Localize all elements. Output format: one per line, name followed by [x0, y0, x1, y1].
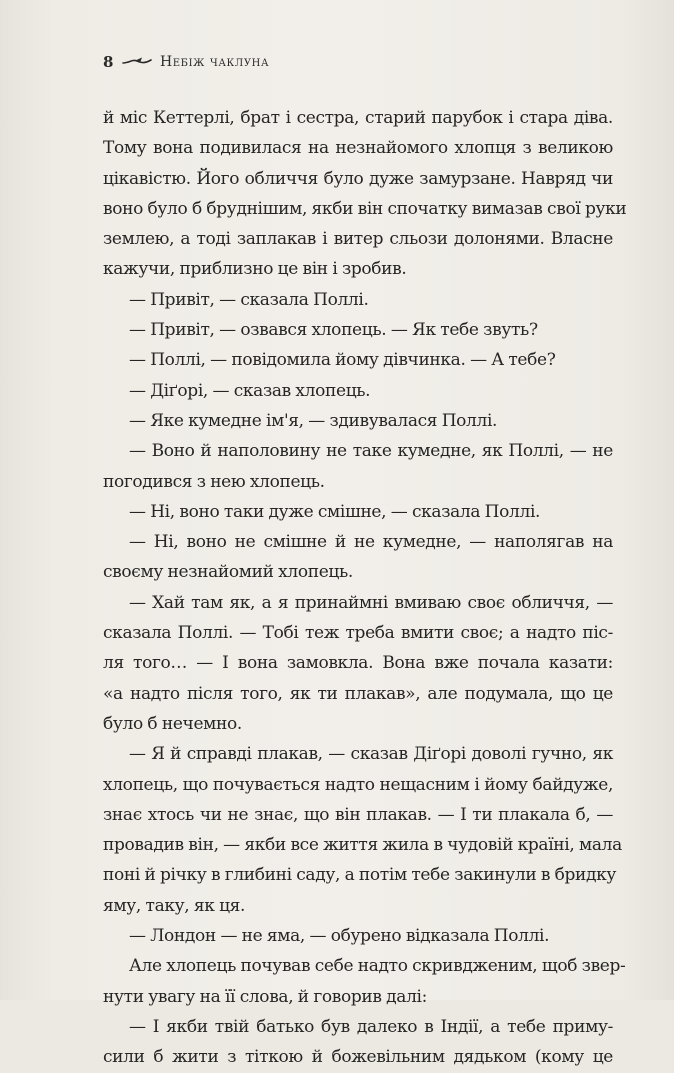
text-line: — Діґорі, — сказав хлопець.	[129, 380, 371, 401]
running-head	[103, 52, 269, 72]
text-line: своєму незнайомий хлопець.	[103, 562, 353, 583]
text-line: — Яке кумедне ім'я, — здивувалася Поллі.	[129, 410, 498, 431]
text-line: яму, таку, як ця.	[103, 895, 246, 916]
body-text	[103, 103, 627, 1073]
text-line: цікавістю. Його обличчя було дуже замурзане. Навряд чи	[103, 168, 613, 189]
text-line: кажучи, приблизно це він і зробив.	[103, 259, 407, 280]
text-line: сили б жити з тіткою й божевільним дядьком (кому це	[103, 1047, 613, 1068]
text-line: «а надто після того, як ти плакав», але подумала, що це	[103, 683, 613, 704]
text-line: провадив він, — якби все життя жила в чудовій країні, мала	[103, 835, 622, 856]
text-line: й міс Кеттерлі, брат і сестра, старий парубок і стара діва.	[103, 108, 613, 128]
text-line: Але хлопець почував себе надто скривдженим, щоб звер-	[129, 956, 626, 977]
text-line: — Ні, воно таки дуже смішне, — сказала Поллі.	[129, 501, 541, 522]
text-line: — Поллі, — повідомила йому дівчинка. — А тебе?	[129, 350, 556, 371]
text-line: знає хтось чи не знає, що він плакав. — І ти плакала б, —	[103, 804, 613, 825]
text-line: — Хай там як, а я принаймні вмиваю своє обличчя, —	[129, 592, 613, 613]
text-line: землею, а тоді заплакав і витер сльози долонями. Власне	[103, 229, 613, 250]
text-line: — Я й справді плакав, — сказав Діґорі доволі гучно, як	[129, 744, 613, 765]
swash-ornament-icon	[122, 56, 152, 68]
text-line: хлопець, що почувається надто нещасним і йому байдуже,	[103, 774, 613, 795]
text-line: — Воно й наполовину не таке кумедне, як Поллі, — не	[129, 441, 613, 462]
text-line: нути увагу на її слова, й говорив далі:	[103, 986, 427, 1007]
page-number: 8	[103, 53, 114, 71]
text-line: — Привіт, — сказала Поллі.	[129, 289, 369, 310]
text-line: сказала Поллі. — Тобі теж треба вмити своє; а надто піс-	[103, 623, 613, 644]
text-line: ля того… — І вона замовкла. Вона вже почала казати:	[103, 653, 613, 674]
text-line: Тому вона подивилася на незнайомого хлопця з великою	[103, 138, 613, 159]
text-line: — І якби твій батько був далеко в Індії, а тебе приму-	[129, 1016, 613, 1037]
text-line: — Привіт, — озвався хлопець. — Як тебе звуть?	[129, 320, 538, 341]
book-title: Небіж чаклуна	[159, 54, 270, 70]
text-line: воно було б бруднішим, якби він спочатку вимазав свої руки	[103, 198, 627, 219]
text-line: поні й річку в глибині саду, а потім тебе закинули в бридку	[103, 865, 617, 886]
text-line: було б нечемно.	[103, 713, 242, 734]
text-line: — Ні, воно не смішне й не кумедне, — наполягав на	[129, 532, 613, 553]
text-line: — Лондон — не яма, — обурено відказала Поллі.	[129, 926, 550, 947]
text-line: погодився з нею хлопець.	[103, 471, 325, 492]
